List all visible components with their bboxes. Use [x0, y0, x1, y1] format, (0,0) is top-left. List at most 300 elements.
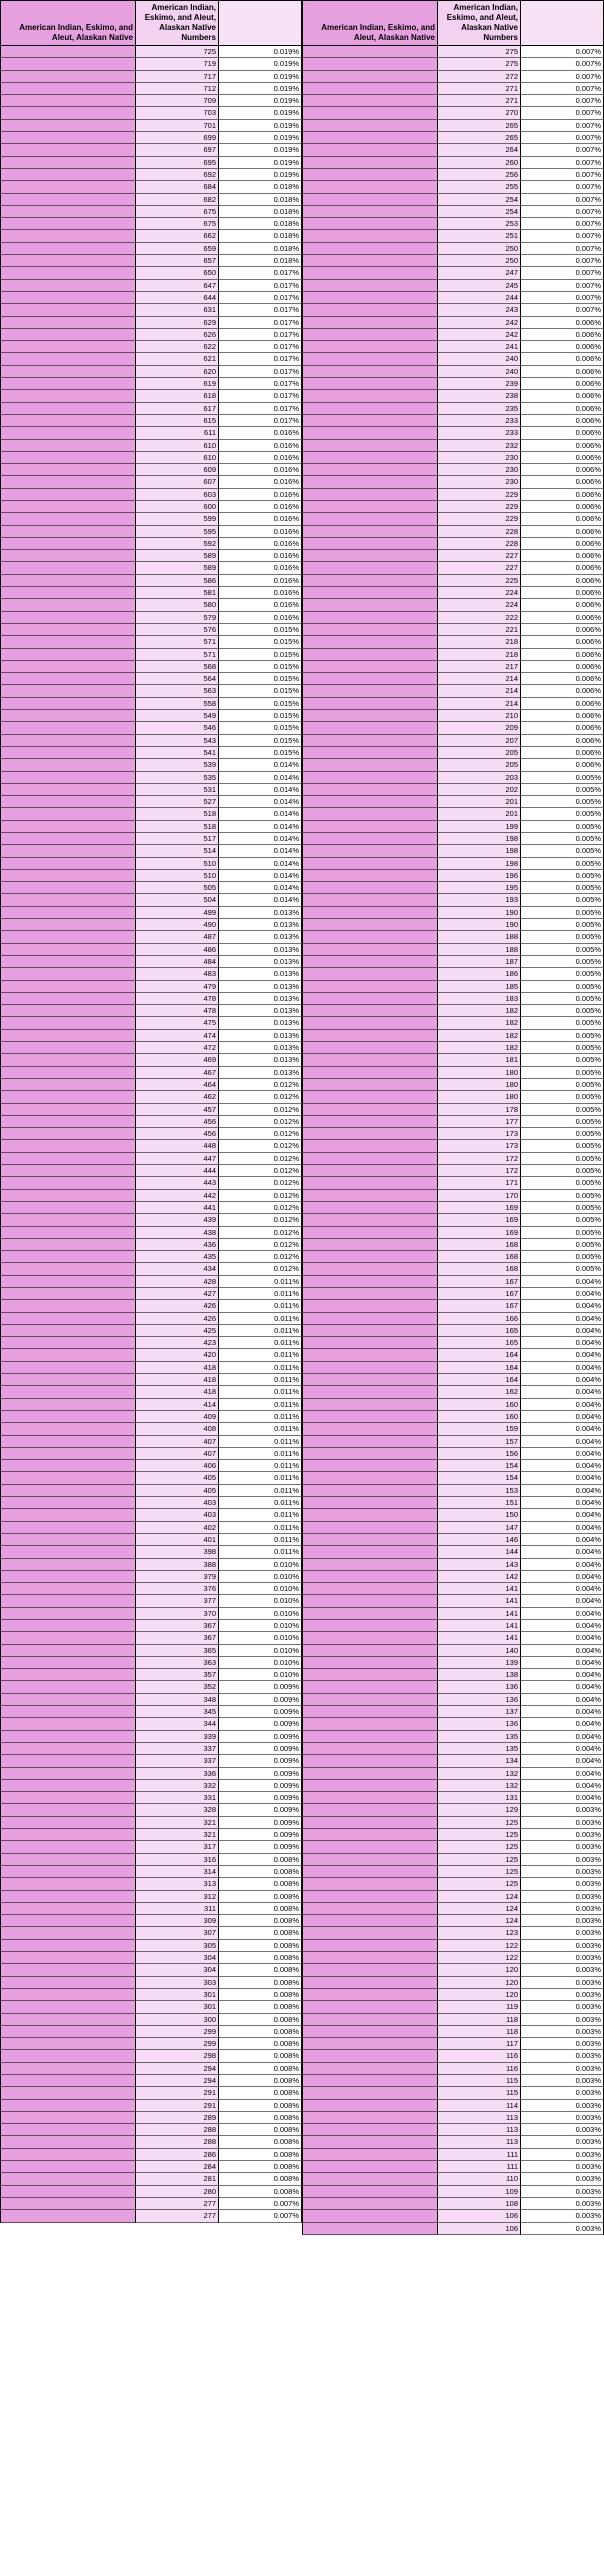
percent-cell[interactable]: 0.006%	[521, 698, 604, 710]
percent-cell[interactable]: 0.004%	[521, 1448, 604, 1460]
number-cell[interactable]: 172	[437, 1165, 521, 1177]
number-cell[interactable]: 619	[135, 378, 219, 390]
number-cell[interactable]: 469	[135, 1054, 219, 1066]
percent-cell[interactable]: 0.012%	[219, 1239, 302, 1251]
number-cell[interactable]: 281	[135, 2173, 219, 2185]
category-cell[interactable]	[302, 2087, 437, 2099]
number-cell[interactable]: 225	[437, 575, 521, 587]
percent-cell[interactable]: 0.004%	[521, 1313, 604, 1325]
category-cell[interactable]	[302, 2149, 437, 2161]
percent-cell[interactable]: 0.008%	[219, 1915, 302, 1927]
percent-cell[interactable]: 0.007%	[521, 71, 604, 83]
category-cell[interactable]	[0, 513, 135, 525]
percent-cell[interactable]: 0.007%	[521, 83, 604, 95]
category-cell[interactable]	[0, 698, 135, 710]
percent-cell[interactable]: 0.005%	[521, 907, 604, 919]
category-cell[interactable]	[0, 1854, 135, 1866]
category-cell[interactable]	[0, 894, 135, 906]
number-cell[interactable]: 543	[135, 735, 219, 747]
percent-cell[interactable]: 0.008%	[219, 1903, 302, 1915]
number-cell[interactable]: 622	[135, 341, 219, 353]
category-cell[interactable]	[302, 255, 437, 267]
number-cell[interactable]: 629	[135, 317, 219, 329]
percent-cell[interactable]: 0.007%	[521, 58, 604, 70]
number-cell[interactable]: 344	[135, 1718, 219, 1730]
category-cell[interactable]	[302, 1866, 437, 1878]
category-cell[interactable]	[302, 1190, 437, 1202]
number-cell[interactable]: 418	[135, 1386, 219, 1398]
percent-cell[interactable]: 0.006%	[521, 735, 604, 747]
category-cell[interactable]	[0, 1485, 135, 1497]
percent-cell[interactable]: 0.004%	[521, 1559, 604, 1571]
percent-cell[interactable]: 0.013%	[219, 968, 302, 980]
percent-cell[interactable]: 0.005%	[521, 1030, 604, 1042]
percent-cell[interactable]: 0.008%	[219, 2038, 302, 2050]
number-cell[interactable]: 719	[135, 58, 219, 70]
percent-cell[interactable]: 0.005%	[521, 1140, 604, 1152]
category-cell[interactable]	[0, 1227, 135, 1239]
percent-cell[interactable]: 0.003%	[521, 2087, 604, 2099]
category-cell[interactable]	[302, 2050, 437, 2062]
category-cell[interactable]	[302, 919, 437, 931]
category-cell[interactable]	[0, 2173, 135, 2185]
percent-cell[interactable]: 0.006%	[521, 489, 604, 501]
percent-cell[interactable]: 0.004%	[521, 1288, 604, 1300]
percent-cell[interactable]: 0.013%	[219, 993, 302, 1005]
category-cell[interactable]	[0, 317, 135, 329]
percent-cell[interactable]: 0.003%	[521, 2149, 604, 2161]
category-cell[interactable]	[0, 870, 135, 882]
percent-cell[interactable]: 0.017%	[219, 403, 302, 415]
category-cell[interactable]	[0, 747, 135, 759]
number-cell[interactable]: 682	[135, 194, 219, 206]
number-cell[interactable]: 697	[135, 144, 219, 156]
number-cell[interactable]: 235	[437, 403, 521, 415]
percent-cell[interactable]: 0.010%	[219, 1608, 302, 1620]
percent-cell[interactable]: 0.009%	[219, 1681, 302, 1693]
category-cell[interactable]	[302, 1472, 437, 1484]
percent-cell[interactable]: 0.005%	[521, 944, 604, 956]
percent-cell[interactable]: 0.004%	[521, 1669, 604, 1681]
category-cell[interactable]	[302, 1227, 437, 1239]
category-cell[interactable]	[0, 280, 135, 292]
percent-cell[interactable]: 0.005%	[521, 894, 604, 906]
percent-cell[interactable]: 0.014%	[219, 833, 302, 845]
number-cell[interactable]: 131	[437, 1792, 521, 1804]
number-cell[interactable]: 164	[437, 1374, 521, 1386]
category-cell[interactable]	[302, 292, 437, 304]
number-cell[interactable]: 202	[437, 784, 521, 796]
percent-cell[interactable]: 0.012%	[219, 1079, 302, 1091]
number-cell[interactable]: 164	[437, 1349, 521, 1361]
number-cell[interactable]: 426	[135, 1300, 219, 1312]
number-cell[interactable]: 313	[135, 1878, 219, 1890]
category-cell[interactable]	[302, 120, 437, 132]
header-cell-category[interactable]: American Indian, Eskimo, and Aleut, Alaskan Native	[0, 0, 135, 46]
percent-cell[interactable]: 0.014%	[219, 772, 302, 784]
number-cell[interactable]: 657	[135, 255, 219, 267]
percent-cell[interactable]: 0.015%	[219, 722, 302, 734]
category-cell[interactable]	[302, 1263, 437, 1275]
number-cell[interactable]: 221	[437, 624, 521, 636]
number-cell[interactable]: 675	[135, 206, 219, 218]
category-cell[interactable]	[302, 1153, 437, 1165]
number-cell[interactable]: 159	[437, 1423, 521, 1435]
number-cell[interactable]: 620	[135, 366, 219, 378]
percent-cell[interactable]: 0.011%	[219, 1436, 302, 1448]
percent-cell[interactable]: 0.011%	[219, 1300, 302, 1312]
percent-cell[interactable]: 0.003%	[521, 1964, 604, 1976]
category-cell[interactable]	[302, 1964, 437, 1976]
category-cell[interactable]	[302, 759, 437, 771]
percent-cell[interactable]: 0.006%	[521, 562, 604, 574]
percent-cell[interactable]: 0.006%	[521, 476, 604, 488]
category-cell[interactable]	[302, 206, 437, 218]
category-cell[interactable]	[302, 735, 437, 747]
number-cell[interactable]: 230	[437, 452, 521, 464]
number-cell[interactable]: 222	[437, 612, 521, 624]
percent-cell[interactable]: 0.012%	[219, 1104, 302, 1116]
category-cell[interactable]	[0, 882, 135, 894]
percent-cell[interactable]: 0.017%	[219, 378, 302, 390]
percent-cell[interactable]: 0.008%	[219, 1940, 302, 1952]
percent-cell[interactable]: 0.008%	[219, 2026, 302, 2038]
number-cell[interactable]: 256	[437, 169, 521, 181]
category-cell[interactable]	[302, 1411, 437, 1423]
number-cell[interactable]: 167	[437, 1276, 521, 1288]
category-cell[interactable]	[0, 255, 135, 267]
percent-cell[interactable]: 0.005%	[521, 821, 604, 833]
number-cell[interactable]: 253	[437, 218, 521, 230]
category-cell[interactable]	[302, 1583, 437, 1595]
category-cell[interactable]	[302, 366, 437, 378]
percent-cell[interactable]: 0.006%	[521, 612, 604, 624]
number-cell[interactable]: 405	[135, 1485, 219, 1497]
number-cell[interactable]: 229	[437, 489, 521, 501]
category-cell[interactable]	[302, 587, 437, 599]
number-cell[interactable]: 284	[135, 2161, 219, 2173]
category-cell[interactable]	[302, 1091, 437, 1103]
percent-cell[interactable]: 0.016%	[219, 538, 302, 550]
number-cell[interactable]: 615	[135, 415, 219, 427]
number-cell[interactable]: 203	[437, 772, 521, 784]
percent-cell[interactable]: 0.006%	[521, 661, 604, 673]
number-cell[interactable]: 129	[437, 1804, 521, 1816]
percent-cell[interactable]: 0.007%	[521, 292, 604, 304]
category-cell[interactable]	[0, 1989, 135, 2001]
percent-cell[interactable]: 0.017%	[219, 390, 302, 402]
percent-cell[interactable]: 0.015%	[219, 710, 302, 722]
number-cell[interactable]: 178	[437, 1104, 521, 1116]
percent-cell[interactable]: 0.007%	[521, 46, 604, 58]
number-cell[interactable]: 217	[437, 661, 521, 673]
percent-cell[interactable]: 0.004%	[521, 1792, 604, 1804]
number-cell[interactable]: 138	[437, 1669, 521, 1681]
percent-cell[interactable]: 0.008%	[219, 2075, 302, 2087]
percent-cell[interactable]: 0.007%	[521, 120, 604, 132]
category-cell[interactable]	[302, 427, 437, 439]
category-cell[interactable]	[302, 1743, 437, 1755]
category-cell[interactable]	[302, 1288, 437, 1300]
number-cell[interactable]: 407	[135, 1448, 219, 1460]
header-cell-percent[interactable]	[521, 0, 604, 46]
number-cell[interactable]: 180	[437, 1067, 521, 1079]
percent-cell[interactable]: 0.007%	[521, 144, 604, 156]
category-cell[interactable]	[0, 2050, 135, 2062]
category-cell[interactable]	[0, 107, 135, 119]
category-cell[interactable]	[0, 612, 135, 624]
category-cell[interactable]	[302, 440, 437, 452]
percent-cell[interactable]: 0.004%	[521, 1423, 604, 1435]
category-cell[interactable]	[302, 1202, 437, 1214]
number-cell[interactable]: 709	[135, 95, 219, 107]
category-cell[interactable]	[0, 1522, 135, 1534]
percent-cell[interactable]: 0.004%	[521, 1546, 604, 1558]
percent-cell[interactable]: 0.011%	[219, 1522, 302, 1534]
percent-cell[interactable]: 0.016%	[219, 464, 302, 476]
number-cell[interactable]: 304	[135, 1952, 219, 1964]
category-cell[interactable]	[302, 243, 437, 255]
percent-cell[interactable]: 0.008%	[219, 1989, 302, 2001]
category-cell[interactable]	[302, 1436, 437, 1448]
number-cell[interactable]: 224	[437, 587, 521, 599]
percent-cell[interactable]: 0.011%	[219, 1399, 302, 1411]
percent-cell[interactable]: 0.008%	[219, 2173, 302, 2185]
percent-cell[interactable]: 0.011%	[219, 1288, 302, 1300]
number-cell[interactable]: 264	[437, 144, 521, 156]
category-cell[interactable]	[302, 710, 437, 722]
number-cell[interactable]: 504	[135, 894, 219, 906]
number-cell[interactable]: 132	[437, 1768, 521, 1780]
category-cell[interactable]	[302, 46, 437, 58]
percent-cell[interactable]: 0.009%	[219, 1792, 302, 1804]
number-cell[interactable]: 207	[437, 735, 521, 747]
percent-cell[interactable]: 0.012%	[219, 1227, 302, 1239]
category-cell[interactable]	[0, 1349, 135, 1361]
number-cell[interactable]: 443	[135, 1177, 219, 1189]
number-cell[interactable]: 576	[135, 624, 219, 636]
percent-cell[interactable]: 0.004%	[521, 1755, 604, 1767]
number-cell[interactable]: 157	[437, 1436, 521, 1448]
number-cell[interactable]: 305	[135, 1940, 219, 1952]
number-cell[interactable]: 403	[135, 1509, 219, 1521]
percent-cell[interactable]: 0.005%	[521, 956, 604, 968]
number-cell[interactable]: 300	[135, 2014, 219, 2026]
percent-cell[interactable]: 0.019%	[219, 144, 302, 156]
category-cell[interactable]	[0, 1718, 135, 1730]
number-cell[interactable]: 160	[437, 1399, 521, 1411]
percent-cell[interactable]: 0.019%	[219, 157, 302, 169]
category-cell[interactable]	[0, 2075, 135, 2087]
category-cell[interactable]	[302, 1239, 437, 1251]
percent-cell[interactable]: 0.006%	[521, 710, 604, 722]
number-cell[interactable]: 250	[437, 243, 521, 255]
number-cell[interactable]: 260	[437, 157, 521, 169]
number-cell[interactable]: 631	[135, 304, 219, 316]
number-cell[interactable]: 108	[437, 2198, 521, 2210]
percent-cell[interactable]: 0.017%	[219, 341, 302, 353]
number-cell[interactable]: 141	[437, 1595, 521, 1607]
number-cell[interactable]: 647	[135, 280, 219, 292]
category-cell[interactable]	[0, 562, 135, 574]
number-cell[interactable]: 478	[135, 993, 219, 1005]
category-cell[interactable]	[0, 1239, 135, 1251]
number-cell[interactable]: 367	[135, 1632, 219, 1644]
category-cell[interactable]	[0, 1927, 135, 1939]
percent-cell[interactable]: 0.003%	[521, 2136, 604, 2148]
number-cell[interactable]: 196	[437, 870, 521, 882]
percent-cell[interactable]: 0.014%	[219, 845, 302, 857]
category-cell[interactable]	[302, 1104, 437, 1116]
percent-cell[interactable]: 0.004%	[521, 1645, 604, 1657]
category-cell[interactable]	[0, 1337, 135, 1349]
percent-cell[interactable]: 0.006%	[521, 673, 604, 685]
category-cell[interactable]	[0, 501, 135, 513]
percent-cell[interactable]: 0.010%	[219, 1669, 302, 1681]
category-cell[interactable]	[302, 403, 437, 415]
number-cell[interactable]: 143	[437, 1559, 521, 1571]
percent-cell[interactable]: 0.013%	[219, 1030, 302, 1042]
percent-cell[interactable]: 0.003%	[521, 2001, 604, 2013]
category-cell[interactable]	[0, 1620, 135, 1632]
category-cell[interactable]	[0, 452, 135, 464]
number-cell[interactable]: 483	[135, 968, 219, 980]
number-cell[interactable]: 659	[135, 243, 219, 255]
percent-cell[interactable]: 0.016%	[219, 476, 302, 488]
category-cell[interactable]	[0, 808, 135, 820]
percent-cell[interactable]: 0.018%	[219, 181, 302, 193]
percent-cell[interactable]: 0.006%	[521, 747, 604, 759]
category-cell[interactable]	[0, 218, 135, 230]
number-cell[interactable]: 442	[135, 1190, 219, 1202]
number-cell[interactable]: 277	[135, 2210, 219, 2222]
number-cell[interactable]: 136	[437, 1694, 521, 1706]
number-cell[interactable]: 303	[135, 1977, 219, 1989]
percent-cell[interactable]: 0.005%	[521, 1067, 604, 1079]
number-cell[interactable]: 141	[437, 1583, 521, 1595]
category-cell[interactable]	[0, 157, 135, 169]
number-cell[interactable]: 125	[437, 1854, 521, 1866]
category-cell[interactable]	[302, 858, 437, 870]
category-cell[interactable]	[302, 1841, 437, 1853]
number-cell[interactable]: 650	[135, 267, 219, 279]
percent-cell[interactable]: 0.003%	[521, 1915, 604, 1927]
header-cell-category[interactable]: American Indian, Eskimo, and Aleut, Alaskan Native	[302, 0, 437, 46]
category-cell[interactable]	[302, 1313, 437, 1325]
header-cell-percent[interactable]	[219, 0, 302, 46]
category-cell[interactable]	[0, 944, 135, 956]
category-cell[interactable]	[0, 1669, 135, 1681]
number-cell[interactable]: 164	[437, 1362, 521, 1374]
percent-cell[interactable]: 0.019%	[219, 169, 302, 181]
percent-cell[interactable]: 0.005%	[521, 772, 604, 784]
percent-cell[interactable]: 0.016%	[219, 489, 302, 501]
percent-cell[interactable]: 0.010%	[219, 1559, 302, 1571]
category-cell[interactable]	[0, 981, 135, 993]
number-cell[interactable]: 403	[135, 1497, 219, 1509]
percent-cell[interactable]: 0.005%	[521, 1227, 604, 1239]
category-cell[interactable]	[0, 2038, 135, 2050]
percent-cell[interactable]: 0.006%	[521, 538, 604, 550]
number-cell[interactable]: 229	[437, 501, 521, 513]
number-cell[interactable]: 311	[135, 1903, 219, 1915]
category-cell[interactable]	[0, 1399, 135, 1411]
category-cell[interactable]	[0, 1472, 135, 1484]
percent-cell[interactable]: 0.010%	[219, 1657, 302, 1669]
category-cell[interactable]	[0, 1411, 135, 1423]
percent-cell[interactable]: 0.005%	[521, 1017, 604, 1029]
category-cell[interactable]	[0, 1288, 135, 1300]
category-cell[interactable]	[302, 1005, 437, 1017]
category-cell[interactable]	[302, 1362, 437, 1374]
number-cell[interactable]: 563	[135, 685, 219, 697]
number-cell[interactable]: 367	[135, 1620, 219, 1632]
percent-cell[interactable]: 0.018%	[219, 206, 302, 218]
category-cell[interactable]	[302, 2124, 437, 2136]
number-cell[interactable]: 151	[437, 1497, 521, 1509]
category-cell[interactable]	[0, 993, 135, 1005]
percent-cell[interactable]: 0.009%	[219, 1829, 302, 1841]
category-cell[interactable]	[0, 1841, 135, 1853]
percent-cell[interactable]: 0.005%	[521, 981, 604, 993]
category-cell[interactable]	[302, 1386, 437, 1398]
percent-cell[interactable]: 0.017%	[219, 280, 302, 292]
category-cell[interactable]	[302, 1251, 437, 1263]
number-cell[interactable]: 409	[135, 1411, 219, 1423]
percent-cell[interactable]: 0.005%	[521, 1128, 604, 1140]
percent-cell[interactable]: 0.005%	[521, 784, 604, 796]
percent-cell[interactable]: 0.016%	[219, 587, 302, 599]
category-cell[interactable]	[0, 599, 135, 611]
percent-cell[interactable]: 0.016%	[219, 550, 302, 562]
category-cell[interactable]	[302, 981, 437, 993]
category-cell[interactable]	[302, 1374, 437, 1386]
number-cell[interactable]: 423	[135, 1337, 219, 1349]
category-cell[interactable]	[0, 206, 135, 218]
number-cell[interactable]: 291	[135, 2087, 219, 2099]
number-cell[interactable]: 185	[437, 981, 521, 993]
number-cell[interactable]: 579	[135, 612, 219, 624]
category-cell[interactable]	[0, 1595, 135, 1607]
number-cell[interactable]: 118	[437, 2026, 521, 2038]
category-cell[interactable]	[302, 2173, 437, 2185]
percent-cell[interactable]: 0.005%	[521, 931, 604, 943]
percent-cell[interactable]: 0.003%	[521, 1977, 604, 1989]
category-cell[interactable]	[0, 661, 135, 673]
number-cell[interactable]: 242	[437, 329, 521, 341]
category-cell[interactable]	[302, 575, 437, 587]
number-cell[interactable]: 599	[135, 513, 219, 525]
category-cell[interactable]	[0, 489, 135, 501]
category-cell[interactable]	[0, 169, 135, 181]
category-cell[interactable]	[302, 1128, 437, 1140]
category-cell[interactable]	[0, 1190, 135, 1202]
number-cell[interactable]: 675	[135, 218, 219, 230]
category-cell[interactable]	[0, 1829, 135, 1841]
number-cell[interactable]: 205	[437, 759, 521, 771]
number-cell[interactable]: 210	[437, 710, 521, 722]
percent-cell[interactable]: 0.005%	[521, 1177, 604, 1189]
number-cell[interactable]: 312	[135, 1891, 219, 1903]
category-cell[interactable]	[302, 513, 437, 525]
number-cell[interactable]: 165	[437, 1325, 521, 1337]
number-cell[interactable]: 230	[437, 464, 521, 476]
number-cell[interactable]: 316	[135, 1854, 219, 1866]
category-cell[interactable]	[302, 1989, 437, 2001]
number-cell[interactable]: 444	[135, 1165, 219, 1177]
number-cell[interactable]: 180	[437, 1091, 521, 1103]
percent-cell[interactable]: 0.018%	[219, 243, 302, 255]
